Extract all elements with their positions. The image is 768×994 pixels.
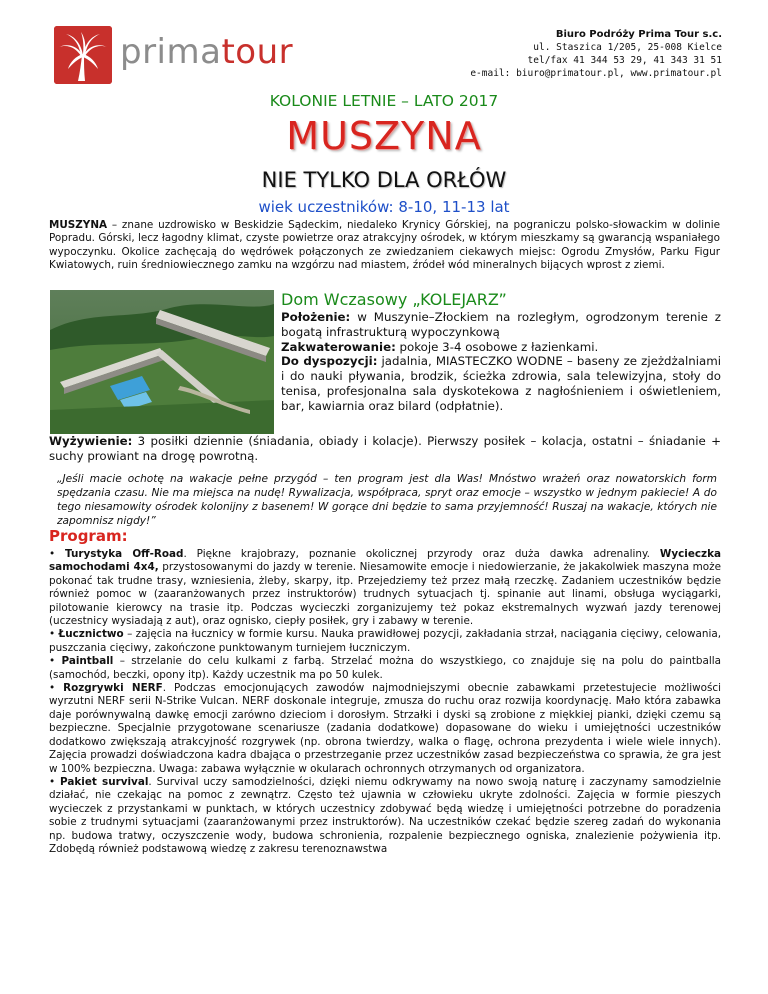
program-item-title: Paintball (61, 655, 114, 668)
program-heading: Program: (49, 527, 128, 545)
program-item (49, 628, 721, 655)
location-text: w Muszynie–Złockiem na rozległym, ogrodzonym terenie z bogatą infrastrukturą wypoczynkową (281, 310, 721, 339)
intro-bold: MUSZYNA (49, 219, 108, 231)
program-item-text: – strzelanie do celu kulkami z farbą. Strzelać można do wszystkiego, co znajduje się na polu do paintballa (samochód, beczki, opony itp). Każdy uczestnik ma po 50 kulek. (49, 655, 721, 681)
program-item-title: Pakiet survival (60, 775, 149, 788)
promo-quote: „Jeśli macie ochotę na wakacje pełne przygód – ten program jest dla Was! Mnóstwo wrażeń oraz nowatorskich form spędzania czasu. Nie ma miejsca na nudę! Rywalizacja, współpraca, spryt oraz emocje – wszystko w jednym pakiecie! A do tego niesamowity ośrodek kolonijny z basenem! W gorące dni będzie to sama przyjemność! Ruszaj na wakacje, których nie zapomnisz nigdy!” (57, 473, 717, 527)
season-heading: KOLONIE LETNIE – LATO 2017 (269, 92, 499, 110)
program-item (49, 682, 721, 776)
program-item-text2: przystosowanymi do jazdy w terenie. Niesamowite emocje i niedowierzanie, że jakakolwiek maszyna może pokonać tak trudne trasy, wzniesienia, żleby, skarpy, itp. Przejedziemy też przez małą rzeczkę. Zadaniem uczestników będzie również pomoc w (zaaranżowanych przez instruktorów) trudnych sytuacjach tj. spinanie aut linami, obsługa wyciągarki, pilotowanie kierowcy na trasie itp. Podczas wycieczki zorganizujemy też pokaz ekstremalnych wyzwań jazdy terenowej (uczestnicy wysiadają z aut), oraz ognisko, ciepły posiłek, gry i zabawy w terenie. (49, 561, 721, 628)
resort-details (281, 310, 721, 414)
program-item-title: Turystyka Off-Road (65, 548, 184, 560)
location-label: Położenie: (281, 310, 351, 324)
agency-email-www[interactable]: e-mail: biuro@primatour.pl, www.primatour.pl (470, 68, 722, 79)
page-title: MUSZYNA (286, 114, 482, 158)
resort-photo (50, 290, 274, 434)
meals-paragraph (49, 434, 721, 464)
program-item-title: Rozgrywki NERF (63, 682, 163, 695)
meals-label: Wyżywienie: (49, 434, 133, 448)
bullet: • (49, 548, 66, 560)
program-item-text: – zajęcia na łucznicy w formie kursu. Nauka prawidłowej pozycji, zakładania strzał, naciągania cięciwy, celowania, puszczania cięciwy, zakończone punktowanym turniejem łuczniczym. (49, 628, 721, 654)
program-item (49, 655, 721, 682)
accommodation-text: pokoje 3-4 osobowe z łazienkami. (395, 339, 599, 354)
resort-title: Dom Wczasowy „KOLEJARZ” (281, 290, 507, 309)
palm-tree-icon (54, 26, 112, 84)
age-range: wiek uczestników: 8-10, 11-13 lat (258, 198, 510, 216)
accommodation-label: Zakwaterowanie: (281, 339, 396, 354)
facilities-label: Do dyspozycji: (281, 354, 378, 369)
agency-phone: tel/fax 41 344 53 29, 41 343 31 51 (527, 55, 722, 66)
program-list (49, 548, 721, 856)
agency-name: Biuro Podróży Prima Tour s.c. (555, 29, 722, 40)
intro-text: – znane uzdrowisko w Beskidzie Sądeckim, niedaleko Krynicy Górskiej, na pograniczu polsko-słowackim w dolinie Popradu. Górski, lecz łagodny klimat, czyste powietrze oraz atrakcyjny ośrodek, w którym mieszkamy są gwarancją wspaniałego wypoczynku. Okolice zachęcają do wędrówek połączonych ze zwiedzaniem ciekawych miejsc: Ogrodu Zmysłów, Parku Figur Kwiatowych, ruin średniowiecznego zamku na wzgórzu nad miastem, źródeł wód mineralnych bijących wprost z ziemi. (49, 219, 720, 271)
program-item-text: . Piękne krajobrazy, poznanie okolicznej przyrody oraz duża dawka adrenaliny. (183, 548, 660, 560)
logo-prima: prima (120, 32, 222, 72)
meals-text: 3 posiłki dziennie (śniadania, obiady i kolacje). Pierwszy posiłek – kolacja, ostatni – śniadanie + suchy prowiant na drogę powrotną. (49, 434, 721, 463)
intro-paragraph (49, 219, 720, 272)
program-item-bold: Wycieczka samochodami 4x4, (49, 548, 721, 574)
program-item (49, 776, 721, 856)
logo-tour: tour (221, 32, 294, 72)
program-item-title: Łucznictwo (58, 628, 124, 641)
bullet: • (49, 655, 62, 668)
page-subtitle: NIE TYLKO DLA ORŁÓW (261, 168, 507, 192)
bullet: • (49, 628, 59, 641)
agency-contact (470, 28, 722, 80)
program-item-text: . Podczas emocjonujących zawodów najmodniejszymi obecnie zabawkami przetestujecie możliwości wyrzutni NERF serii N-Strike Vulcan. NERF doskonale integruje, zmusza do ruchu oraz rozwija koordynację. Mało która zabawka daje porównywalną dawkę emocji zarówno dzieciom i dorosłym. Strzałki i dyski są zrobione z miękkiej pianki, dzięki czemu są bezpieczne. Specjalnie przygotowane scenariusze (zadania dodatkowe) dopasowane do wieku i umiejętności uczestników dodatkowo zwiększają atrakcyjność rozgrywek (np. obrona twierdzy, walka o flagę, ochrona prezydenta i wiele wiele innych). Zajęcia prowadzi doświadczona kadra dbająca o przestrzeganie przez uczestników zasad bezpieczeństwa co sprawia, że gra jest w 100% bezpieczna. Uwaga: zabawa wyłącznie w okularach ochronnych otrzymanych od organizatora. (49, 682, 722, 775)
program-item-text: . Survival uczy samodzielności, dzięki niemu odkrywamy na nowo swoją naturę i zaczynamy samodzielnie działać, nie czekając na pomoc z zewnątrz. Często też ujawnia w człowieku ukryte zdolności. Zajęcia w formie pieszych wycieczek z przystankami w punktach, w których uczestnicy zdobywać będą wiedzę i umiejętności potrzebne do poradzenia sobie z trudnymi sytuacjami (zaaranżowanymi przez instruktorów). Na uczestników czekać będzie szereg zadań do wykonania np. budowa tratwy, oczyszczenie wody, budowa schronienia, rozpalenie bezpiecznego ogniska, znalezienie pożywienia itp. Zdobędą również podstawową wiedzę z zakresu terenoznawstwa (49, 775, 721, 855)
logo-wordmark (120, 32, 293, 72)
facilities-text: jadalnia, MIASTECZKO WODNE – baseny ze zjeżdżalniami i do nauki pływania, brodzik, ścieżka zdrowia, sala telewizyjna, stoły do tenisa, profesjonalna sala dyskotekowa z nagłośnieniem i oświetleniem, bar, kawiarnia oraz bilard (odpłatnie). (281, 354, 721, 413)
bullet: • (49, 682, 64, 695)
bullet: • (49, 775, 60, 788)
agency-address: ul. Staszica 1/205, 25-008 Kielce (533, 42, 722, 53)
program-item (49, 548, 721, 628)
primatour-logo[interactable] (54, 26, 314, 86)
